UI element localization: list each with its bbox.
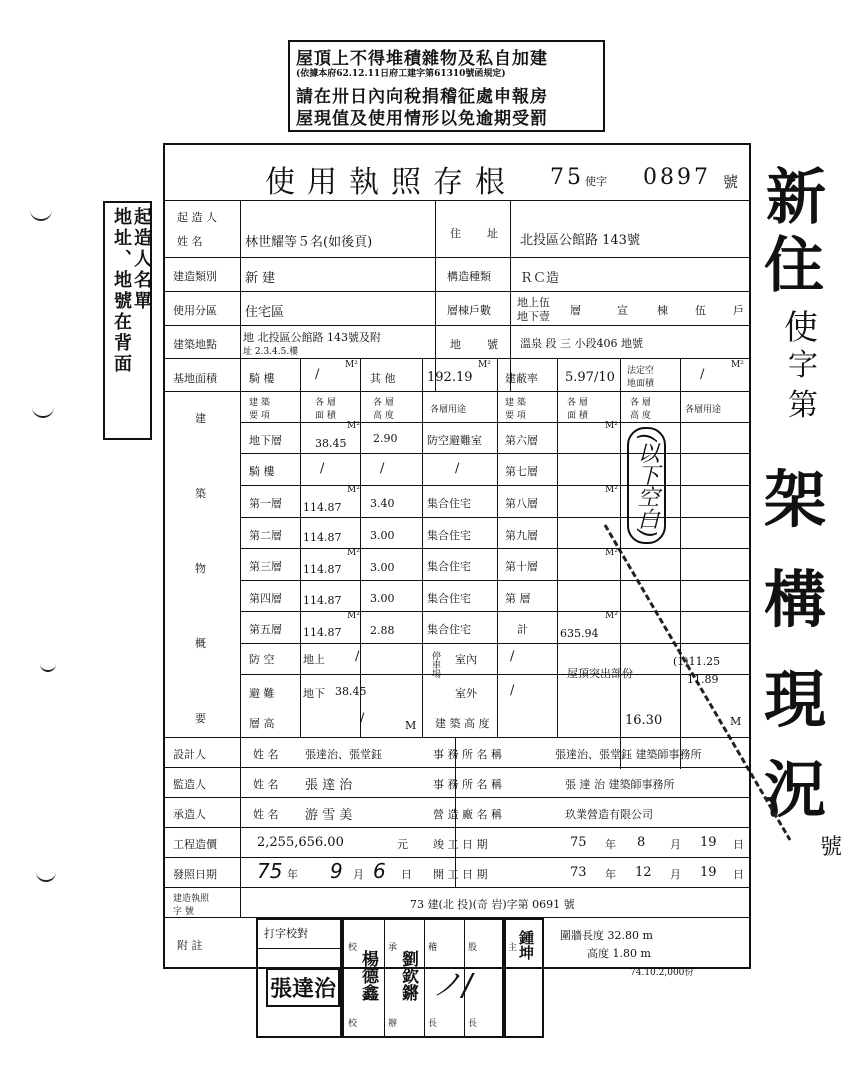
floor-use: 集合住宅 (427, 529, 471, 542)
col-item-b: 要 項 (249, 411, 270, 421)
lot-label-a: 地 (450, 338, 461, 351)
total-area: 635.94 (560, 627, 599, 640)
unit-m: M (405, 719, 417, 732)
seal-label: 長 (468, 1019, 478, 1029)
floor-height: 3.00 (370, 592, 395, 605)
address-label-b: 址 (487, 227, 498, 240)
coverage-label: 建蔽率 (505, 372, 538, 385)
floor-area: 114.87 (303, 594, 342, 607)
unit-m2: M² (347, 548, 360, 558)
scan-mark (36, 868, 56, 882)
parking-out-value: / (510, 683, 515, 698)
name-label: 姓 名 (253, 778, 279, 791)
col-use: 各層用途 (685, 405, 722, 415)
floor-area: 38.45 (315, 437, 347, 450)
floors-below: 地下壹 (517, 310, 550, 323)
structure-value: ＲＣ造 (520, 271, 560, 286)
seal-label: 校 (348, 943, 358, 953)
roof-value-2: 11.89 (687, 673, 719, 686)
cost-label: 工程造價 (173, 838, 217, 851)
floors-hu: 戶 (733, 304, 744, 317)
notice-line-2: (依據本府62.12.11日府工建字第61310號函規定) (296, 69, 506, 79)
margin-char: 新 (766, 163, 826, 233)
stamp-seal: 楊德鑫 (358, 950, 378, 1001)
building-type-label: 建造類別 (173, 270, 217, 283)
shelter-above: 地上 (303, 653, 325, 666)
zone-label: 使用分區 (173, 304, 217, 317)
floor-name: 第六層 (505, 434, 538, 447)
issue-label: 發照日期 (173, 868, 217, 881)
col-area-a: 各 層 (315, 398, 336, 408)
scan-mark (32, 402, 54, 418)
day-char: 日 (401, 868, 412, 881)
col-area-b: 面 積 (567, 411, 588, 421)
site-value-1: 地 北投區公館路 143號及附 (243, 331, 381, 344)
col-height-a: 各 層 (630, 398, 651, 408)
side-note-col-1: 地址、地號在背面 (111, 207, 132, 375)
shelter-label-1: 防 空 (249, 653, 275, 666)
section-label-2: 築 (195, 487, 206, 500)
site-label: 建築地點 (173, 338, 217, 351)
side-note (103, 201, 152, 440)
office-label: 事 務 所 名 稱 (433, 778, 502, 791)
permit-number: 0897 (643, 165, 711, 190)
unit-m2: M² (347, 611, 360, 621)
section-label-5: 要 (195, 712, 206, 725)
margin-char: 住 (764, 231, 824, 301)
seal-label: 承 (388, 943, 398, 953)
cost-yuan: 元 (397, 838, 408, 851)
floor-area: 114.87 (303, 501, 342, 514)
shelter-below: 地下 (303, 687, 325, 700)
col-item-a: 建 築 (249, 398, 270, 408)
start-year: 73 (570, 865, 587, 880)
contractor-label: 承造人 (173, 808, 206, 821)
margin-char: 號 (820, 835, 843, 860)
month-char: 月 (670, 868, 681, 881)
month-char: 月 (670, 838, 681, 851)
floor-name: 第五層 (249, 623, 282, 636)
building-height-value: 16.30 (625, 713, 663, 728)
unit-m2: M² (605, 611, 618, 621)
zone-value: 住宅區 (245, 305, 285, 320)
approval-stamps (342, 918, 506, 1038)
cost-value: 2,255,656.00 (257, 835, 344, 850)
other-label: 其 他 (370, 372, 396, 385)
building-height-label: 建 築 高 度 (435, 717, 490, 730)
floor-name: 第十層 (505, 560, 538, 573)
typing-check-label: 打字校對 (264, 927, 308, 940)
unit-m2: M² (605, 421, 618, 431)
floor-area: 114.87 (303, 531, 342, 544)
floor-name: 第三層 (249, 560, 282, 573)
floors-label: 層棟戶數 (447, 304, 491, 317)
unit-m2: M² (347, 485, 360, 495)
col-height-b: 高 度 (373, 411, 394, 421)
shelter-above-value: / (355, 649, 360, 664)
note-label: 附 註 (177, 939, 203, 952)
parking-in-value: / (510, 649, 515, 664)
floor-name: 騎 樓 (249, 465, 275, 478)
floor-name: 地下層 (249, 434, 282, 447)
unit-m: M (730, 715, 742, 728)
designer-name: 張達治、張堂鈺 (305, 748, 382, 761)
floor-height: 3.00 (370, 561, 395, 574)
print-note: 74.10.2,000份 (630, 968, 694, 978)
contractor-company: 玖業營造有限公司 (565, 808, 653, 821)
floor-height: 3.00 (370, 529, 395, 542)
lot-value: 溫泉 段 三 小段406 地號 (520, 337, 643, 350)
floor-height-value: / (360, 711, 365, 726)
year-char: 年 (605, 838, 616, 851)
margin-char: 架 (764, 463, 827, 536)
address-label-a: 住 (450, 227, 461, 240)
day-char: 日 (733, 868, 744, 881)
floor-use: 集合住宅 (427, 592, 471, 605)
unit-m2: M² (478, 360, 491, 370)
col-item-b: 要 項 (505, 411, 526, 421)
scan-mark (40, 660, 56, 672)
contractor-name: 游 雪 美 (305, 808, 353, 823)
shelter-label-2: 避 難 (249, 687, 275, 700)
base-area-label: 基地面積 (173, 372, 217, 385)
legal-space-label-a: 法定空 (627, 366, 655, 376)
roof-label: 屋頂突出部份 (567, 667, 633, 680)
arcade-label: 騎 樓 (249, 372, 275, 385)
col-height-b: 高 度 (630, 411, 651, 421)
margin-char: 構 (764, 563, 827, 636)
address-value: 北投區公館路 143號 (520, 233, 640, 248)
section-label-1: 建 (195, 412, 206, 425)
seal-label: 主 (508, 943, 518, 953)
floor-name: 第八層 (505, 497, 538, 510)
unit-m2: M² (605, 485, 618, 495)
structure-label: 構造種類 (447, 270, 491, 283)
designer-label: 設計人 (173, 748, 206, 761)
issue-day: 6 (373, 859, 386, 883)
start-month: 12 (635, 865, 652, 880)
notice-stamp (288, 40, 605, 132)
floor-name: 第七層 (505, 465, 538, 478)
floor-area: 114.87 (303, 563, 342, 576)
floor-use: 防空避難室 (427, 434, 482, 447)
floor-height-label: 層 高 (249, 717, 275, 730)
designer-office: 張達治、張堂鈺 建築師事務所 (555, 748, 702, 761)
floor-height: 3.40 (370, 497, 395, 510)
seal-label: 長 (428, 1019, 438, 1029)
issue-month: 9 (330, 859, 343, 883)
unit-m2: M² (731, 360, 744, 370)
supervisor-label: 監造人 (173, 778, 206, 791)
margin-char: 字 (788, 348, 818, 383)
col-height-a: 各 層 (373, 398, 394, 408)
year-char: 年 (605, 868, 616, 881)
finish-label: 竣 工 日 期 (433, 838, 488, 851)
permit-hao: 號 (723, 173, 739, 191)
seal-label: 稽 (428, 943, 438, 953)
name-label: 姓 名 (253, 748, 279, 761)
site-value-2: 址 2.3.4.5.樓 (243, 347, 299, 357)
contractor-company-label: 營 造 廠 名 稱 (433, 808, 502, 821)
notice-line-3: 請在卅日內向稅捐稽征處申報房 (296, 87, 548, 107)
coverage-value: 5.97/10 (565, 370, 615, 385)
chief-stamp (502, 918, 544, 1038)
arcade-value: / (315, 367, 320, 382)
start-day: 19 (700, 865, 717, 880)
stamp-seal: 劉欽鏘 (398, 950, 418, 1001)
supervisor-office: 張 達 治 建築師事務所 (565, 778, 675, 791)
year-char: 年 (287, 868, 298, 881)
floor-area: / (320, 461, 325, 476)
floor-use: 集合住宅 (427, 497, 471, 510)
unit-m2: M² (345, 360, 358, 370)
floor-name: 計 (517, 623, 528, 636)
building-type-value: 新 建 (245, 271, 276, 286)
col-use: 各層用途 (430, 405, 467, 415)
owner-value: 林世耀等５名(如後頁) (245, 235, 373, 250)
month-char: 月 (353, 868, 364, 881)
seal-label: 股 (468, 943, 478, 953)
lot-label-b: 號 (487, 338, 498, 351)
permit-year: 75 (550, 165, 584, 190)
legal-space-label-b: 地面積 (627, 379, 655, 389)
floor-use: 集合住宅 (427, 623, 471, 636)
parking-label: 停車場 (430, 651, 440, 678)
floor-name: 第一層 (249, 497, 282, 510)
legal-space-value: / (700, 367, 705, 382)
notice-line-1: 屋頂上不得堆積雜物及私自加建 (296, 49, 548, 69)
unit-m2: M² (605, 548, 618, 558)
stamp-seal: 鍾坤 (517, 930, 535, 960)
roof-value-1: (1)11.25 (673, 655, 721, 668)
signature-mark: ノ/ (432, 968, 473, 1003)
typing-check-box (256, 918, 342, 1038)
other-value: 192.19 (427, 370, 473, 385)
margin-char: 第 (788, 388, 818, 423)
finish-year: 75 (570, 835, 587, 850)
floors-hu-num: 伍 (695, 304, 706, 317)
floor-height: / (380, 461, 385, 476)
owner-label-a: 起 造 人 (177, 211, 217, 224)
side-note-col-2: 起造人名單 (131, 207, 152, 312)
margin-char: 現 (764, 663, 827, 736)
day-char: 日 (733, 838, 744, 851)
floor-name: 第二層 (249, 529, 282, 542)
floors-ceng: 層 (570, 304, 581, 317)
col-item-a: 建 築 (505, 398, 526, 408)
margin-char: 況 (764, 753, 827, 826)
col-area-b: 面 積 (315, 411, 336, 421)
supervisor-name: 張 達 治 (305, 778, 353, 793)
floors-dong: 宣 (617, 304, 628, 317)
floor-use: / (455, 461, 460, 476)
permit-value: 73 建(北 投)(奇 岩)字第 0691 號 (410, 898, 575, 911)
blank-note: (以下空白) (627, 427, 666, 544)
stamp-seal: 張達治 (266, 968, 340, 1007)
permit-use-char: 使字 (585, 175, 607, 188)
permit-label-b: 字 號 (173, 907, 194, 917)
owner-label-b: 姓 名 (177, 235, 203, 248)
form-title: 使用執照存根 (265, 165, 517, 200)
floor-height: 2.90 (373, 432, 398, 445)
seal-label: 校 (348, 1019, 358, 1029)
finish-month: 8 (637, 835, 646, 850)
floors-above: 地上伍 (517, 296, 550, 309)
notice-line-4: 屋現值及使用情形以免逾期受罰 (296, 109, 548, 129)
name-label: 姓 名 (253, 808, 279, 821)
parking-in: 室內 (455, 653, 477, 666)
floor-area: 114.87 (303, 626, 342, 639)
section-label-3: 物 (195, 562, 206, 575)
margin-char: 使 (784, 308, 818, 348)
finish-day: 19 (700, 835, 717, 850)
floor-name: 第四層 (249, 592, 282, 605)
scan-mark (30, 205, 52, 221)
parking-out: 室外 (455, 687, 477, 700)
floor-height: 2.88 (370, 624, 395, 637)
wall-length: 圍牆長度 32.80 m (560, 929, 653, 942)
section-label-4: 概 (195, 637, 206, 650)
col-area-a: 各 層 (567, 398, 588, 408)
floors-dong2: 棟 (657, 304, 668, 317)
floor-name: 第 層 (505, 592, 531, 605)
shelter-below-value: 38.45 (335, 685, 367, 698)
floor-name: 第九層 (505, 529, 538, 542)
seal-label: 辦 (388, 1019, 398, 1029)
permit-label-a: 建造執照 (173, 894, 210, 904)
floor-use: 集合住宅 (427, 560, 471, 573)
office-label: 事 務 所 名 稱 (433, 748, 502, 761)
issue-year: 75 (257, 859, 283, 883)
start-label: 開 工 日 期 (433, 868, 488, 881)
unit-m2: M² (347, 421, 360, 431)
wall-height: 高度 1.80 m (587, 947, 651, 960)
